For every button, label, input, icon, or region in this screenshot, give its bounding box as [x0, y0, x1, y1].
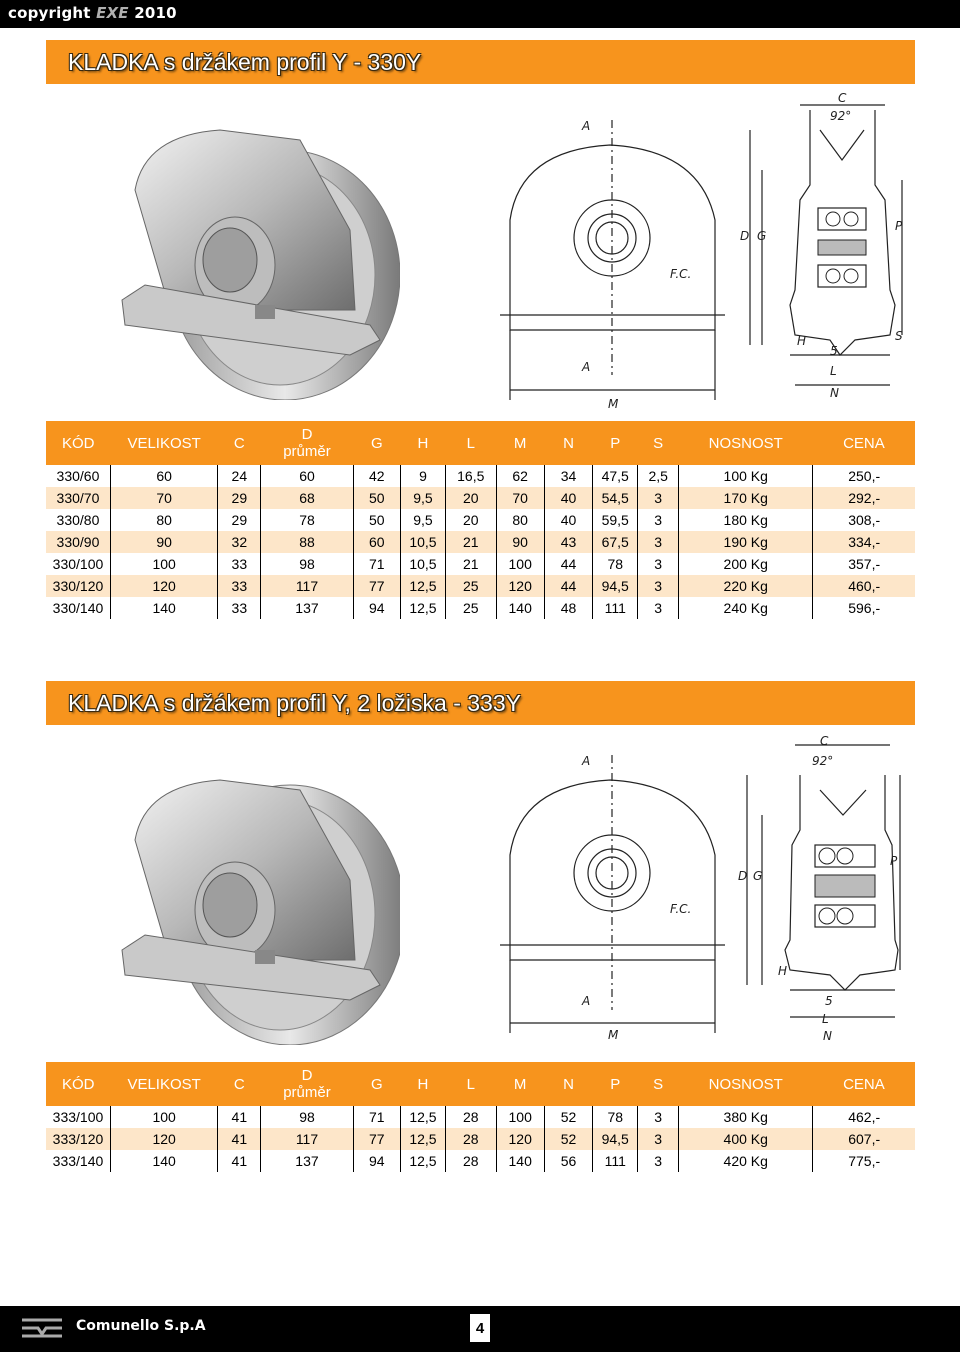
table-cell: 137 [261, 597, 353, 619]
table-cell: 100 [110, 1106, 217, 1128]
table-cell: 43 [544, 531, 592, 553]
table-cell: 180 Kg [679, 509, 813, 531]
table-cell: 71 [353, 1106, 400, 1128]
table-cell: 9,5 [400, 509, 445, 531]
table-cell: 60 [353, 531, 400, 553]
footer-bar [0, 1306, 960, 1352]
table-cell: 330/100 [52, 556, 104, 572]
label-n: N [823, 1029, 832, 1043]
table-cell: 70 [110, 487, 217, 509]
table-cell: 120 [496, 1128, 544, 1150]
table-cell: 292,- [813, 487, 915, 509]
table-cell: 330/60 [56, 468, 100, 484]
col-l: L [446, 1062, 496, 1106]
table-cell: 44 [544, 575, 592, 597]
table-cell: 120 [110, 1128, 217, 1150]
label-fc: F.C. [670, 902, 692, 916]
col-g: G [353, 421, 400, 465]
table-cell: 12,5 [400, 575, 445, 597]
table-cell: 220 Kg [679, 575, 813, 597]
table-cell: 10,5 [400, 553, 445, 575]
label-angle: 92° [830, 109, 852, 123]
table-cell: 333/100 [52, 1109, 104, 1125]
table-cell: 330/80 [56, 512, 100, 528]
table-cell: 420 Kg [679, 1150, 813, 1172]
table-cell: 10,5 [400, 531, 445, 553]
table-cell: 80 [496, 509, 544, 531]
table-cell: 21 [446, 531, 496, 553]
table-cell: 334,- [813, 531, 915, 553]
table-row [46, 1106, 915, 1128]
table-cell: 3 [638, 553, 679, 575]
table-cell: 59,5 [593, 509, 638, 531]
table-cell: 120 [496, 575, 544, 597]
table-cell: 41 [218, 1106, 261, 1128]
table-cell: 333/120 [46, 1128, 110, 1150]
table-cell: 77 [353, 575, 400, 597]
table-cell: 71 [353, 553, 400, 575]
table-cell: 60 [261, 465, 353, 487]
table-cell: 596,- [813, 597, 915, 619]
table-cell: 3 [638, 531, 679, 553]
label-c: C [820, 735, 829, 748]
table-cell: 40 [544, 509, 592, 531]
col-s: S [638, 421, 679, 465]
table-cell: 29 [218, 509, 261, 531]
table-cell: 88 [261, 531, 353, 553]
label-a-top: A [582, 119, 591, 133]
label-g: G [757, 229, 767, 243]
table-cell: 100 [496, 553, 544, 575]
table-cell: 117 [261, 1128, 353, 1150]
col-p: P [593, 421, 638, 465]
table-cell: 56 [544, 1150, 592, 1172]
label-g: G [753, 869, 763, 883]
table-row [46, 553, 915, 575]
label-angle: 92° [812, 754, 834, 768]
table-cell: 98 [261, 1106, 353, 1128]
section-title-text: KLADKA s držákem profil Y, 2 ložiska - 333Y [68, 690, 521, 716]
spec-table-333y [46, 1062, 915, 1172]
label-h: H [778, 964, 788, 978]
table-cell: 28 [446, 1150, 496, 1172]
table-cell: 32 [218, 531, 261, 553]
label-h: H [797, 334, 807, 348]
table-cell: 90 [110, 531, 217, 553]
table-cell: 78 [593, 553, 638, 575]
table-cell: 170 Kg [679, 487, 813, 509]
table-cell: 70 [496, 487, 544, 509]
table-cell: 460,- [813, 575, 915, 597]
table-cell: 16,5 [446, 465, 496, 487]
product-photo-330y [110, 110, 400, 400]
copyright-bar [0, 0, 960, 28]
table-cell: 330/140 [52, 600, 104, 616]
technical-drawing-333y [500, 735, 910, 1045]
table-cell: 9,5 [400, 487, 445, 509]
pulley-photo [110, 110, 400, 400]
table-cell: 48 [544, 597, 592, 619]
table-cell: 47,5 [593, 465, 638, 487]
table-cell: 140 [496, 1150, 544, 1172]
table-cell: 111 [593, 597, 638, 619]
table-row [46, 1128, 915, 1150]
label-5: 5 [825, 994, 833, 1008]
table-cell: 28 [446, 1128, 496, 1150]
table-row [46, 465, 915, 487]
table-cell: 33 [218, 553, 261, 575]
col-h: H [400, 421, 445, 465]
table-cell: 330/120 [46, 575, 110, 597]
table-cell: 117 [261, 575, 353, 597]
table-row [46, 575, 915, 597]
table-cell: 94,5 [593, 1128, 638, 1150]
table-cell: 140 [496, 597, 544, 619]
table-cell: 44 [544, 553, 592, 575]
table-cell: 21 [446, 553, 496, 575]
table-cell: 137 [261, 1150, 353, 1172]
table-cell: 400 Kg [679, 1128, 813, 1150]
col-kod: KÓD [46, 421, 110, 465]
table-cell: 12,5 [400, 1106, 445, 1128]
table-cell: 120 [110, 575, 217, 597]
table-cell: 3 [638, 575, 679, 597]
table-cell: 12,5 [400, 1150, 445, 1172]
product-photo-333y [110, 760, 400, 1045]
col-l: L [446, 421, 496, 465]
table-cell: 140 [110, 1150, 217, 1172]
col-nosnost: NOSNOST [679, 421, 813, 465]
table-cell: 34 [544, 465, 592, 487]
copyright-text: copyright EXE 2010 [8, 4, 177, 22]
col-m: M [496, 1062, 544, 1106]
section-title-333y [46, 681, 915, 725]
table-cell: 94 [353, 597, 400, 619]
table-cell: 607,- [813, 1128, 915, 1150]
table-cell: 50 [353, 487, 400, 509]
col-p: P [593, 1062, 638, 1106]
label-m: M [608, 397, 619, 410]
table-cell: 33 [218, 597, 261, 619]
table-cell: 28 [446, 1106, 496, 1128]
col-d: D průměr [261, 421, 353, 465]
table-cell: 3 [638, 1128, 679, 1150]
table-row [46, 509, 915, 531]
table-cell: 2,5 [638, 465, 679, 487]
table-cell: 62 [496, 465, 544, 487]
table-cell: 33 [218, 575, 261, 597]
label-p: P [895, 219, 903, 233]
table-row [46, 1150, 915, 1172]
table-cell: 462,- [813, 1106, 915, 1128]
label-m: M [608, 1028, 619, 1042]
table-cell: 140 [110, 597, 217, 619]
table-cell: 80 [110, 509, 217, 531]
table-cell: 50 [353, 509, 400, 531]
col-g: G [353, 1062, 400, 1106]
table-cell: 308,- [813, 509, 915, 531]
table-cell: 42 [353, 465, 400, 487]
dimension-drawing [500, 90, 910, 410]
table-cell: 20 [446, 487, 496, 509]
table-cell: 190 Kg [679, 531, 813, 553]
label-d: D [740, 229, 750, 243]
table-cell: 54,5 [593, 487, 638, 509]
table-cell: 3 [638, 597, 679, 619]
dimension-drawing [500, 735, 910, 1045]
table-cell: 52 [544, 1128, 592, 1150]
table-cell: 98 [261, 553, 353, 575]
label-5: 5 [830, 344, 838, 358]
table-cell: 94 [353, 1150, 400, 1172]
col-nosnost: NOSNOST [679, 1062, 813, 1106]
table-cell: 77 [353, 1128, 400, 1150]
table-cell: 111 [593, 1150, 638, 1172]
table-cell: 100 [496, 1106, 544, 1128]
table-cell: 24 [218, 465, 261, 487]
table-cell: 29 [218, 487, 261, 509]
table-cell: 330/90 [46, 531, 110, 553]
col-velikost: VELIKOST [110, 1062, 217, 1106]
table-cell: 41 [218, 1150, 261, 1172]
exe-logo: EXE [96, 4, 129, 22]
table-cell: 12,5 [400, 1128, 445, 1150]
col-kod: KÓD [46, 1062, 110, 1106]
table-row [46, 597, 915, 619]
label-fc: F.C. [670, 267, 692, 281]
table-cell: 25 [446, 597, 496, 619]
col-n: N [544, 1062, 592, 1106]
pulley-photo [110, 760, 400, 1045]
table-cell: 78 [593, 1106, 638, 1128]
table-cell: 240 Kg [679, 597, 813, 619]
table-cell: 200 Kg [679, 553, 813, 575]
section-title-330y [46, 40, 915, 84]
technical-drawing-330y [500, 90, 910, 410]
table-cell: 9 [400, 465, 445, 487]
col-cena: CENA [813, 1062, 915, 1106]
table-cell: 40 [544, 487, 592, 509]
table-row [46, 531, 915, 553]
page-number: 4 [470, 1314, 490, 1342]
table-row [46, 487, 915, 509]
table-cell: 3 [638, 487, 679, 509]
table-cell: 41 [218, 1128, 261, 1150]
col-c: C [218, 421, 261, 465]
col-h: H [400, 1062, 445, 1106]
table-cell: 100 Kg [679, 465, 813, 487]
table-cell: 775,- [813, 1150, 915, 1172]
label-a-bottom: A [582, 994, 591, 1008]
table-cell: 25 [446, 575, 496, 597]
label-d: D [738, 869, 748, 883]
label-p: P [890, 854, 898, 868]
table-cell: 3 [638, 1150, 679, 1172]
label-l: L [830, 364, 837, 378]
table-cell: 330/70 [46, 487, 110, 509]
table-cell: 68 [261, 487, 353, 509]
table-header [46, 421, 915, 465]
table-cell: 100 [110, 553, 217, 575]
col-velikost: VELIKOST [110, 421, 217, 465]
table-cell: 20 [446, 509, 496, 531]
table-cell: 94,5 [593, 575, 638, 597]
table-cell: 3 [638, 509, 679, 531]
label-a-bottom: A [582, 360, 591, 374]
label-c: C [838, 91, 847, 105]
section-title-text: KLADKA s držákem profil Y - 330Y [68, 49, 422, 75]
table-cell: 250,- [813, 465, 915, 487]
table-cell: 3 [638, 1106, 679, 1128]
table-cell: 357,- [813, 553, 915, 575]
col-cena: CENA [813, 421, 915, 465]
label-l: L [822, 1012, 829, 1026]
table-cell: 333/140 [52, 1153, 104, 1169]
col-s: S [638, 1062, 679, 1106]
col-d: D průměr [261, 1062, 353, 1106]
table-cell: 90 [496, 531, 544, 553]
comunello-logo-icon [20, 1316, 64, 1342]
footer-brand: Comunello S.p.A [76, 1318, 206, 1334]
col-c: C [218, 1062, 261, 1106]
spec-table-330y [46, 421, 915, 619]
label-a-top: A [582, 754, 591, 768]
table-cell: 12,5 [400, 597, 445, 619]
table-cell: 78 [261, 509, 353, 531]
table-cell: 60 [110, 465, 217, 487]
table-cell: 52 [544, 1106, 592, 1128]
col-m: M [496, 421, 544, 465]
col-n: N [544, 421, 592, 465]
label-s: S [895, 329, 903, 343]
table-header [46, 1062, 915, 1106]
table-cell: 67,5 [593, 531, 638, 553]
table-cell: 380 Kg [679, 1106, 813, 1128]
label-n: N [830, 386, 839, 400]
